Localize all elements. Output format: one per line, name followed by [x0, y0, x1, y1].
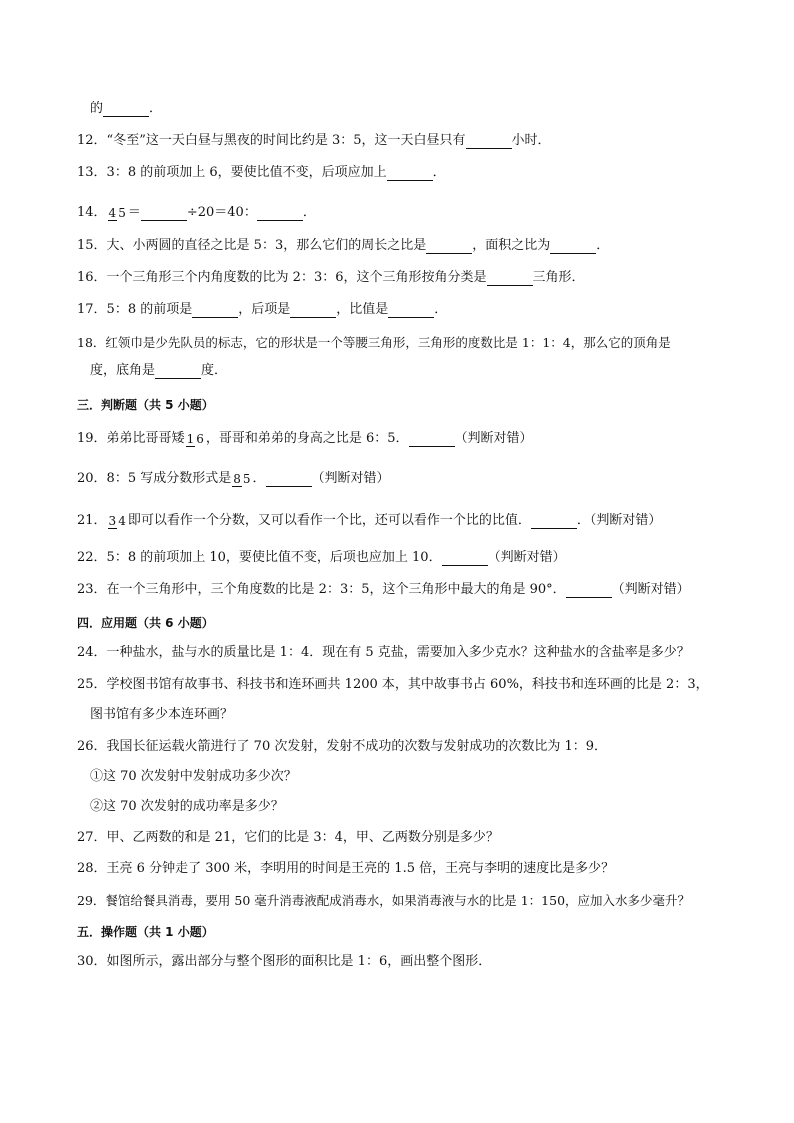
question-number: 13．: [77, 165, 107, 180]
question-text: 甲、乙两数的和是 21，它们的比是 3：4，甲、乙两数分别是多少？: [106, 830, 499, 845]
section-title: 三．判断题（共 5 小题）: [77, 397, 214, 412]
punct: ．: [149, 101, 163, 116]
answer-blank[interactable]: [388, 303, 434, 318]
fraction: [232, 473, 251, 486]
question-number: 16．: [77, 270, 107, 285]
fraction-denominator: 5: [242, 471, 251, 486]
question-number: 21．: [77, 513, 107, 528]
question-text: ．（判断对错）: [576, 513, 662, 528]
question-text: 一个三角形三个内角度数的比为 2：3：6，这个三角形按角分类是: [106, 270, 487, 285]
question-text: ．: [302, 205, 316, 220]
answer-blank[interactable]: [266, 472, 312, 487]
question-text: ．: [434, 302, 448, 317]
fraction-numerator: 8: [233, 471, 241, 486]
answer-blank[interactable]: [290, 303, 336, 318]
question-17: [77, 301, 447, 321]
question-text: 度，底角是: [90, 363, 156, 378]
question-text: 餐馆给餐具消毒，要用 50 毫升消毒液配成消毒水，如果消毒液与水的比是 1：150，应加入水多少毫升？: [105, 892, 691, 908]
question-number: 30．: [77, 954, 107, 969]
question-text: 如图所示，露出部分与整个图形的面积比是 1：6，画出整个图形．: [106, 954, 492, 969]
sub-question-text: ②这 70 次发射的成功率是多少？: [90, 799, 284, 814]
question-number: 12．: [77, 133, 107, 148]
question-text: 即可以看作一个分数，又可以看作一个比，还可以看作一个比的比值．: [127, 513, 531, 528]
question-text: ．: [252, 471, 266, 486]
answer-blank[interactable]: [531, 514, 577, 529]
fraction-numerator: 1: [186, 431, 195, 446]
question-26-sub2: [90, 798, 284, 818]
question-14: [77, 196, 316, 230]
question-24: [77, 644, 690, 664]
question-number: 18．: [77, 334, 106, 350]
question-text: 红领巾是少先队员的标志，它的形状是一个等腰三角形，三角形的度数比是 1：1：4，那么它的顶角是: [105, 334, 671, 350]
question-number: 26．: [77, 739, 107, 754]
answer-blank[interactable]: [466, 134, 512, 149]
question-text: （判断对错）: [454, 431, 533, 446]
answer-blank[interactable]: [257, 206, 303, 221]
answer-blank[interactable]: [487, 271, 533, 286]
question-text: 度．: [201, 363, 228, 378]
question-number: 23．: [77, 582, 107, 597]
question-number: 14．: [77, 205, 107, 220]
question-30: [77, 953, 491, 973]
question-text: ，比值是: [336, 302, 389, 317]
question-text: “冬至”这一天白昼与黑夜的时间比约是 3：5，这一天白昼只有: [106, 133, 466, 148]
question-25: [77, 676, 709, 696]
fraction-numerator: 3: [108, 513, 117, 528]
sub-question-text: ①这 70 次发射中发射成功多少次？: [90, 769, 297, 784]
question-text: 一种盐水，盐与水的质量比是 1：4．现在有 5 克盐，需要加入多少克水？这种盐水的含盐率是多少？: [106, 645, 690, 660]
question-text: ，哥哥和弟弟的身高之比是 6：5．: [205, 431, 409, 446]
question-text: 弟弟比哥哥矮: [106, 431, 185, 446]
question-text: ＝: [127, 205, 141, 220]
question-28: [77, 860, 614, 880]
question-number: 27．: [77, 830, 107, 845]
answer-blank[interactable]: [103, 102, 149, 117]
question-26: [77, 738, 607, 758]
question-26-sub1: [90, 768, 297, 788]
fraction: [186, 433, 205, 446]
section-heading: [77, 395, 214, 415]
question-21: [77, 504, 661, 538]
question-23: [77, 581, 690, 601]
question-text: 小时．: [511, 133, 551, 148]
answer-blank[interactable]: [387, 166, 433, 181]
question-text: 在一个三角形中，三个角度数的比是 2：3：5，这个三角形中最大的角是 90°．: [106, 582, 566, 597]
question-number: 29．: [77, 892, 106, 908]
question-number: 19．: [77, 431, 107, 446]
question-text: ．: [596, 238, 610, 253]
section-heading: [77, 922, 214, 942]
question-25-cont: [90, 706, 233, 726]
question-number: 25．: [77, 677, 107, 692]
section-title: 四．应用题（共 6 小题）: [77, 615, 214, 630]
question-13: [77, 164, 446, 184]
question-text: ．: [432, 165, 446, 180]
question-number: 15．: [77, 238, 107, 253]
question-text: 8：5 写成分数形式是: [106, 471, 232, 486]
question-text: 大、小两圆的直径之比是 5：3，那么它们的周长之比是: [106, 238, 427, 253]
question-text: 学校图书馆有故事书、科技书和连环画共 1200 本，其中故事书占 60%，科技书和连环画的比是 2：3，: [106, 677, 709, 692]
fraction: [108, 515, 127, 528]
question-text: ÷20＝40：: [186, 205, 257, 220]
question-text: 5：8 的前项是: [106, 302, 193, 317]
answer-blank[interactable]: [566, 583, 612, 598]
question-number: 20．: [77, 471, 107, 486]
question-text: 5：8 的前项加上 10，要使比值不变，后项也应加上 10．: [106, 550, 442, 565]
question-number: 28．: [77, 861, 107, 876]
continuation-text: 的: [90, 101, 104, 116]
fraction-denominator: 4: [118, 513, 126, 528]
question-20: [77, 462, 390, 496]
question-text: 图书馆有多少本连环画？: [90, 707, 234, 722]
question-29: [77, 891, 690, 911]
question-27: [77, 829, 499, 849]
question-text: 王亮 6 分钟走了 300 米，李明用的时间是王亮的 1.5 倍，王亮与李明的速度比是多少？: [106, 861, 615, 876]
answer-blank[interactable]: [550, 239, 596, 254]
question-number: 22．: [77, 550, 107, 565]
question-text: 3：8 的前项加上 6，要使比值不变，后项应加上: [106, 165, 387, 180]
answer-blank[interactable]: [442, 551, 488, 566]
question-19: [77, 422, 533, 456]
question-number: 24．: [77, 645, 107, 660]
question-text: 我国长征运载火箭进行了 70 次发射，发射不成功的次数与发射成功的次数比为 1：9．: [106, 739, 608, 754]
question-text: （判断对错）: [611, 582, 690, 597]
answer-blank[interactable]: [141, 206, 187, 221]
continuation-line: [90, 100, 162, 120]
question-text: 三角形．: [532, 270, 585, 285]
question-number: 17．: [77, 302, 107, 317]
question-18: [77, 333, 671, 353]
question-22: [77, 549, 566, 569]
answer-blank[interactable]: [192, 303, 238, 318]
question-text: （判断对错）: [487, 550, 566, 565]
answer-blank[interactable]: [426, 239, 472, 254]
question-15: [77, 237, 609, 257]
question-12: [77, 132, 551, 152]
answer-blank[interactable]: [155, 364, 201, 379]
fraction-denominator: 6: [196, 431, 204, 446]
question-text: （判断对错）: [311, 471, 390, 486]
question-text: ，后项是: [238, 302, 291, 317]
question-18-cont: [90, 362, 227, 382]
answer-blank[interactable]: [409, 432, 455, 447]
section-title: 五．操作题（共 1 小题）: [77, 924, 214, 939]
fraction-denominator: 5: [118, 205, 126, 220]
question-text: ，面积之比为: [472, 238, 551, 253]
question-16: [77, 269, 585, 289]
fraction: [108, 207, 127, 220]
fraction-numerator: 4: [108, 205, 117, 220]
section-heading: [77, 613, 214, 633]
